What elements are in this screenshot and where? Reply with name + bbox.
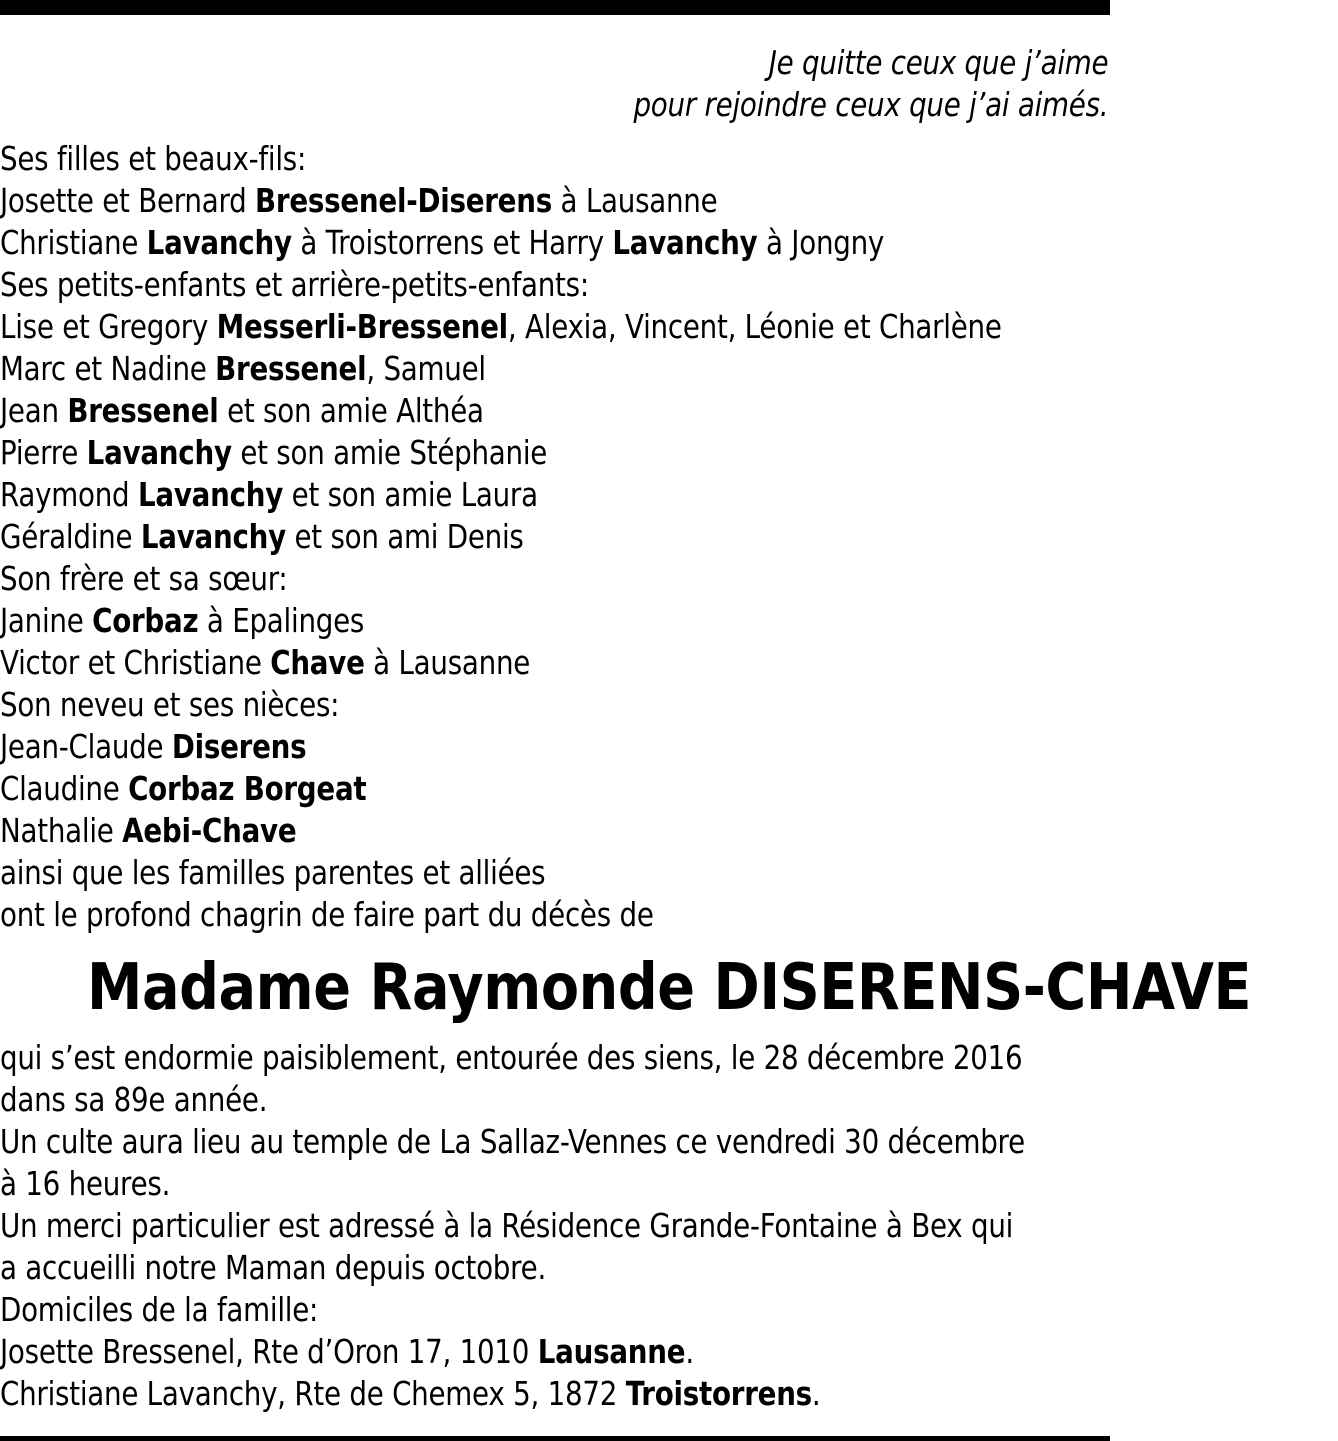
nephews-heading: Son neveu et ses nièces: <box>0 685 340 724</box>
epigraph <box>633 42 1108 126</box>
surname: Lavanchy <box>612 223 758 262</box>
deceased-name-text: Madame Raymonde DISERENS-CHAVE <box>86 951 1252 1025</box>
detail-line: a accueilli notre Maman depuis octobre. <box>0 1248 547 1287</box>
family-line: Marc et Nadine Bressenel, Samuel <box>0 349 486 388</box>
detail-line: Un merci particulier est adressé à la Résidence Grande-Fontaine à Bex qui <box>0 1206 1014 1245</box>
bottom-border-rule <box>0 1436 1110 1441</box>
detail-line: Un culte aura lieu au temple de La Sallaz-Vennes ce vendredi 30 décembre <box>0 1122 1025 1161</box>
siblings-heading: Son frère et sa sœur: <box>0 559 288 598</box>
family-line: Lise et Gregory Messerli-Bressenel, Alexia, Vincent, Léonie et Charlène <box>0 307 1002 346</box>
notice-details <box>0 1037 1109 1415</box>
address-line: Christiane Lavanchy, Rte de Chemex 5, 1872 Troistorrens. <box>0 1374 821 1413</box>
family-line: Pierre Lavanchy et son amie Stéphanie <box>0 433 548 472</box>
surname: Messerli-Bressenel <box>216 307 508 346</box>
surname: Bressenel <box>215 349 367 388</box>
surname: Lavanchy <box>137 475 284 514</box>
surname: Lavanchy <box>140 517 286 556</box>
detail-line: dans sa 89e année. <box>0 1080 268 1119</box>
epigraph-line-1: Je quitte ceux que j’aime <box>768 43 1108 82</box>
city: Lausanne <box>537 1332 686 1371</box>
family-line: Jean Bressenel et son amie Althéa <box>0 391 484 430</box>
family-line: Claudine Corbaz Borgeat <box>0 769 367 808</box>
detail-line: qui s’est endormie paisiblement, entourée des siens, le 28 décembre 2016 <box>0 1038 1023 1077</box>
surname: Diserens <box>171 727 307 766</box>
family-line: Christiane Lavanchy à Troistorrens et Harry Lavanchy à Jongny <box>0 223 885 262</box>
daughters-heading: Ses filles et beaux-fils: <box>0 139 307 178</box>
closing-line-1: ainsi que les familles parentes et alliées <box>0 853 546 892</box>
surname: Lavanchy <box>146 223 292 262</box>
deceased-name <box>0 948 1252 1028</box>
top-border-rule <box>0 0 1110 15</box>
surname: Lavanchy <box>86 433 232 472</box>
surname: Corbaz <box>92 601 199 640</box>
surname: Corbaz Borgeat <box>128 769 367 808</box>
address-line: Josette Bressenel, Rte d’Oron 17, 1010 Lausanne. <box>0 1332 694 1371</box>
detail-line: à 16 heures. <box>0 1164 171 1203</box>
surname: Bressenel-Diserens <box>255 181 552 220</box>
family-list <box>0 138 1109 936</box>
family-line: Josette et Bernard Bressenel-Diserens à Lausanne <box>0 181 718 220</box>
city: Troistorrens <box>625 1374 812 1413</box>
surname: Aebi-Chave <box>122 811 297 850</box>
domiciles-heading: Domiciles de la famille: <box>0 1290 319 1329</box>
family-line: Raymond Lavanchy et son amie Laura <box>0 475 538 514</box>
family-line: Jean-Claude Diserens <box>0 727 307 766</box>
family-line: Victor et Christiane Chave à Lausanne <box>0 643 531 682</box>
family-line: Janine Corbaz à Epalinges <box>0 601 365 640</box>
family-line: Géraldine Lavanchy et son ami Denis <box>0 517 524 556</box>
surname: Bressenel <box>67 391 219 430</box>
family-line: Nathalie Aebi-Chave <box>0 811 297 850</box>
grandchildren-heading: Ses petits-enfants et arrière-petits-enfants: <box>0 265 589 304</box>
epigraph-line-2: pour rejoindre ceux que j’ai aimés. <box>633 85 1108 124</box>
surname: Chave <box>270 643 365 682</box>
closing-line-2: ont le profond chagrin de faire part du décès de <box>0 895 654 934</box>
